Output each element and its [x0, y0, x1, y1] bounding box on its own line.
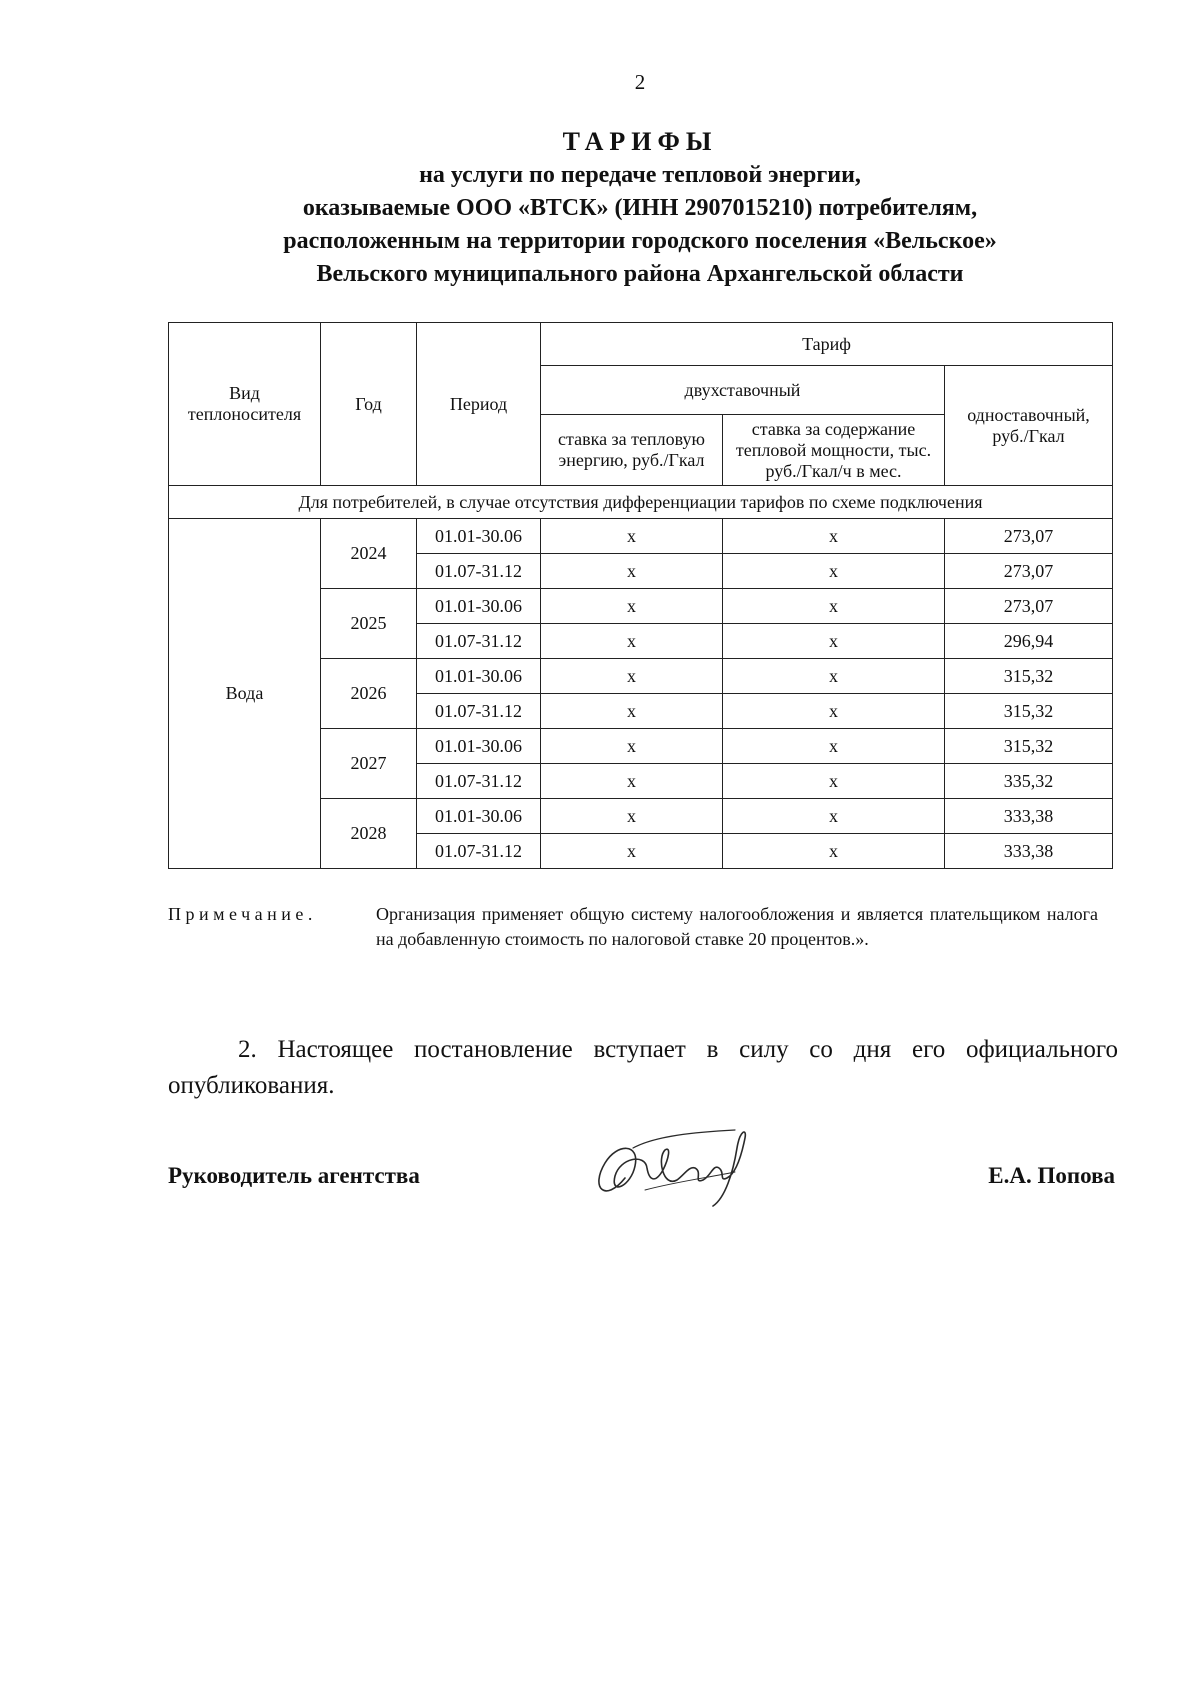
cell-energy-rate: x [541, 624, 723, 659]
cell-capacity-rate: x [723, 799, 945, 834]
cell-single-rate: 315,32 [945, 729, 1113, 764]
tariff-body [169, 519, 1113, 869]
cell-capacity-rate: x [723, 624, 945, 659]
header-period: Период [417, 323, 541, 486]
header-two-part: двухставочный [541, 366, 945, 415]
note-text: Организация применяет общую систему налогообложения и является плательщиком налога на добавленную стоимость по налоговой ставке 20 процентов.». [376, 904, 1098, 949]
title-line: Вельского муниципального района Архангельской области [316, 261, 964, 287]
cell-period: 01.07-31.12 [417, 694, 541, 729]
cell-period: 01.07-31.12 [417, 764, 541, 799]
cell-single-rate: 273,07 [945, 589, 1113, 624]
cell-period: 01.01-30.06 [417, 799, 541, 834]
cell-single-rate: 333,38 [945, 799, 1113, 834]
header-energy-rate: ставка за тепловую энергию, руб./Гкал [541, 415, 723, 486]
note-label: Примечание. [168, 904, 317, 924]
cell-year: 2025 [321, 589, 417, 659]
cell-period: 01.07-31.12 [417, 554, 541, 589]
title-line: оказываемые ООО «ВТСК» (ИНН 2907015210) потребителям, [302, 195, 978, 221]
cell-single-rate: 335,32 [945, 764, 1113, 799]
cell-year: 2028 [321, 799, 417, 869]
header-carrier: Вид теплоносителя [169, 323, 321, 486]
header-capacity-rate: ставка за содержание тепловой мощности, тыс. руб./Гкал/ч в мес. [723, 415, 945, 486]
cell-capacity-rate: x [723, 694, 945, 729]
cell-capacity-rate: x [723, 834, 945, 869]
cell-single-rate: 273,07 [945, 554, 1113, 589]
cell-energy-rate: x [541, 519, 723, 554]
tariff-table [168, 322, 1113, 869]
clause-2: 2. Настоящее постановление вступает в силу со дня его официального опубликования. [168, 1036, 1118, 1099]
cell-year: 2026 [321, 659, 417, 729]
cell-period: 01.07-31.12 [417, 624, 541, 659]
title-line: на услуги по передаче тепловой энергии, [419, 162, 861, 188]
cell-capacity-rate: x [723, 589, 945, 624]
cell-carrier: Вода [169, 519, 321, 869]
cell-energy-rate: x [541, 834, 723, 869]
cell-energy-rate: x [541, 694, 723, 729]
cell-period: 01.07-31.12 [417, 834, 541, 869]
table-row [169, 519, 1113, 554]
cell-capacity-rate: x [723, 764, 945, 799]
table-subheader: Для потребителей, в случае отсутствия дифференциации тарифов по схеме подключения [169, 486, 1113, 519]
cell-period: 01.01-30.06 [417, 729, 541, 764]
cell-period: 01.01-30.06 [417, 519, 541, 554]
cell-capacity-rate: x [723, 729, 945, 764]
header-tariff: Тариф [541, 323, 1113, 366]
signer-name: Е.А. Попова [988, 1163, 1115, 1188]
cell-single-rate: 315,32 [945, 659, 1113, 694]
document-title [150, 125, 1130, 291]
cell-single-rate: 273,07 [945, 519, 1113, 554]
cell-single-rate: 333,38 [945, 834, 1113, 869]
cell-period: 01.01-30.06 [417, 659, 541, 694]
cell-energy-rate: x [541, 554, 723, 589]
cell-year: 2027 [321, 729, 417, 799]
cell-energy-rate: x [541, 659, 723, 694]
handwritten-signature [585, 1118, 765, 1213]
cell-energy-rate: x [541, 729, 723, 764]
cell-capacity-rate: x [723, 659, 945, 694]
cell-energy-rate: x [541, 799, 723, 834]
cell-single-rate: 296,94 [945, 624, 1113, 659]
page-number: 2 [634, 70, 646, 94]
cell-capacity-rate: x [723, 519, 945, 554]
cell-single-rate: 315,32 [945, 694, 1113, 729]
signer-title: Руководитель агентства [168, 1163, 420, 1188]
cell-year: 2024 [321, 519, 417, 589]
title-main: ТАРИФЫ [562, 127, 718, 156]
cell-energy-rate: x [541, 764, 723, 799]
header-single-rate: одноставочный, руб./Гкал [945, 366, 1113, 486]
cell-period: 01.01-30.06 [417, 589, 541, 624]
title-line: расположенным на территории городского поселения «Вельское» [283, 228, 997, 254]
header-year: Год [321, 323, 417, 486]
cell-energy-rate: x [541, 589, 723, 624]
cell-capacity-rate: x [723, 554, 945, 589]
